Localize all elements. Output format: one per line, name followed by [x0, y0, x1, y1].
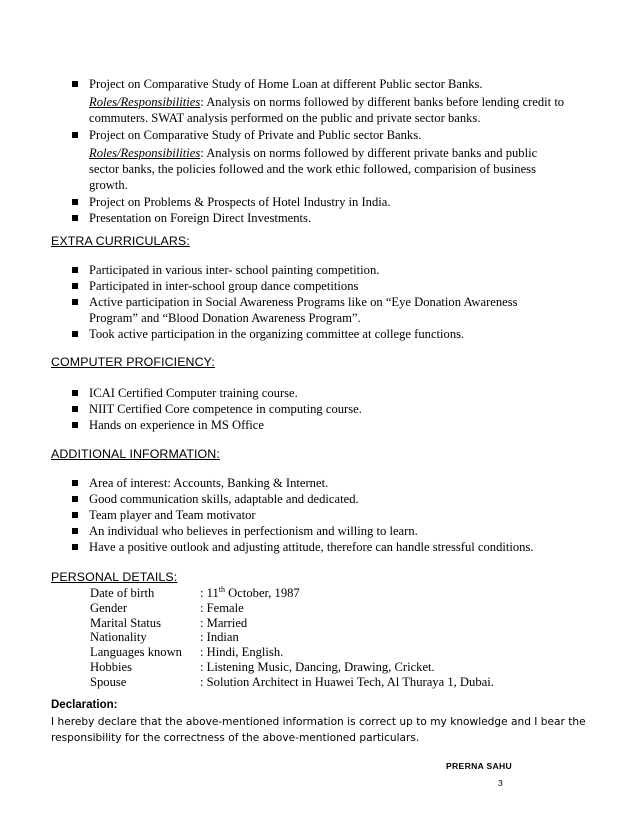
detail-label: Languages known: [90, 645, 182, 660]
list-item: [70, 194, 570, 210]
detail-value: [200, 585, 300, 601]
square-bullet-icon: [72, 331, 78, 337]
list-item-text: Have a positive outlook and adjusting attitude, therefore can handle stressful conditions.: [89, 540, 534, 554]
list-item: [70, 507, 570, 523]
dob-month-year: October, 1987: [225, 586, 300, 600]
list-item-text: ICAI Certified Computer training course.: [89, 386, 298, 400]
detail-label: Date of birth: [90, 586, 155, 600]
list-item-text: Participated in various inter- school painting competition.: [89, 263, 380, 277]
square-bullet-icon: [72, 132, 78, 138]
square-bullet-icon: [72, 406, 78, 412]
square-bullet-icon: [72, 199, 78, 205]
square-bullet-icon: [72, 283, 78, 289]
declaration-text: I hereby declare that the above-mentioned information is correct up to my knowledge and I bear the responsibility for the correctness of the above-mentioned particulars.: [51, 716, 586, 744]
project-role: [89, 94, 570, 126]
detail-label: Spouse: [90, 674, 127, 689]
projects-list: [70, 76, 570, 226]
square-bullet-icon: [72, 480, 78, 486]
list-item: [70, 326, 570, 342]
list-item-text: Area of interest: Accounts, Banking & Internet.: [89, 476, 329, 490]
list-item-text: An individual who believes in perfectionism and willing to learn.: [89, 524, 418, 538]
list-item-text: NIIT Certified Core competence in computing course.: [89, 402, 362, 416]
square-bullet-icon: [72, 81, 78, 87]
additional-information-heading: ADDITIONAL INFORMATION:: [51, 447, 220, 461]
detail-value: : Solution Architect in Huawei Tech, Al Thuraya 1, Dubai.: [200, 674, 494, 689]
square-bullet-icon: [72, 390, 78, 396]
detail-label: Gender: [90, 600, 128, 615]
additional-information-list: [70, 475, 570, 555]
list-item-text: Participated in inter-school group dance competitions: [89, 279, 359, 293]
extra-curriculars-heading: EXTRA CURRICULARS:: [51, 234, 190, 248]
list-item: [70, 210, 570, 226]
square-bullet-icon: [72, 496, 78, 502]
detail-value: : Married: [200, 615, 248, 630]
project-title: Project on Problems & Prospects of Hotel Industry in India.: [89, 195, 391, 209]
square-bullet-icon: [72, 544, 78, 550]
detail-value: : Female: [200, 600, 244, 615]
project-title: Project on Comparative Study of Private and Public sector Banks.: [89, 128, 422, 142]
list-item: [70, 262, 570, 278]
list-item-text: Active participation in Social Awareness Programs like on “Eye Donation Awareness Program” and “Blood Donation Awareness Program”.: [89, 295, 518, 325]
personal-details-heading: PERSONAL DETAILS:: [51, 570, 178, 584]
project-title: Project on Comparative Study of Home Loan at different Public sector Banks.: [89, 77, 483, 91]
square-bullet-icon: [72, 267, 78, 273]
list-item-text: Hands on experience in MS Office: [89, 418, 264, 432]
project-title: Presentation on Foreign Direct Investments.: [89, 211, 312, 225]
list-item: [70, 401, 570, 417]
square-bullet-icon: [72, 512, 78, 518]
list-item: [70, 417, 570, 433]
list-item: [70, 127, 570, 193]
role-label: Roles/Responsibilities: [89, 95, 201, 109]
page-number: 3: [498, 778, 503, 788]
list-item: [70, 539, 570, 555]
list-item: [70, 76, 570, 126]
signature-name: PRERNA SAHU: [446, 761, 513, 771]
project-role: [89, 145, 570, 193]
list-item: [70, 294, 549, 326]
detail-value: : Hindi, English.: [200, 645, 284, 660]
list-item: [70, 491, 570, 507]
role-label: Roles/Responsibilities: [89, 146, 201, 160]
declaration-title: Declaration:: [51, 699, 118, 711]
role-text: : Analysis on norms followed by different banks before lending credit to commuters. SWAT analysis performed on the public and private sector banks.: [89, 95, 565, 125]
detail-value: : Listening Music, Dancing, Drawing, Cricket.: [200, 659, 435, 674]
list-item-text: Good communication skills, adaptable and dedicated.: [89, 492, 359, 506]
list-item: [70, 278, 570, 294]
extra-curriculars-list: [70, 262, 570, 342]
list-item-text: Team player and Team motivator: [89, 508, 256, 522]
square-bullet-icon: [72, 528, 78, 534]
role-text: : Analysis on norms followed by different private banks and public sector banks, the policies followed and the work ethic followed, comparision of business growth.: [89, 146, 538, 192]
square-bullet-icon: [72, 215, 78, 221]
dob-day: : 11: [200, 586, 219, 600]
list-item: [70, 475, 570, 491]
detail-label: Nationality: [90, 630, 147, 645]
list-item-text: Took active participation in the organizing committee at college functions.: [89, 327, 465, 341]
square-bullet-icon: [72, 422, 78, 428]
detail-value: : Indian: [200, 630, 239, 645]
computer-proficiency-heading: COMPUTER PROFICIENCY:: [51, 355, 215, 369]
list-item: [70, 523, 570, 539]
square-bullet-icon: [72, 299, 78, 305]
detail-label: Hobbies: [90, 659, 132, 674]
computer-proficiency-list: [70, 385, 570, 433]
detail-label: Marital Status: [90, 615, 162, 630]
list-item: [70, 385, 570, 401]
dob-ordinal: th: [218, 584, 226, 594]
